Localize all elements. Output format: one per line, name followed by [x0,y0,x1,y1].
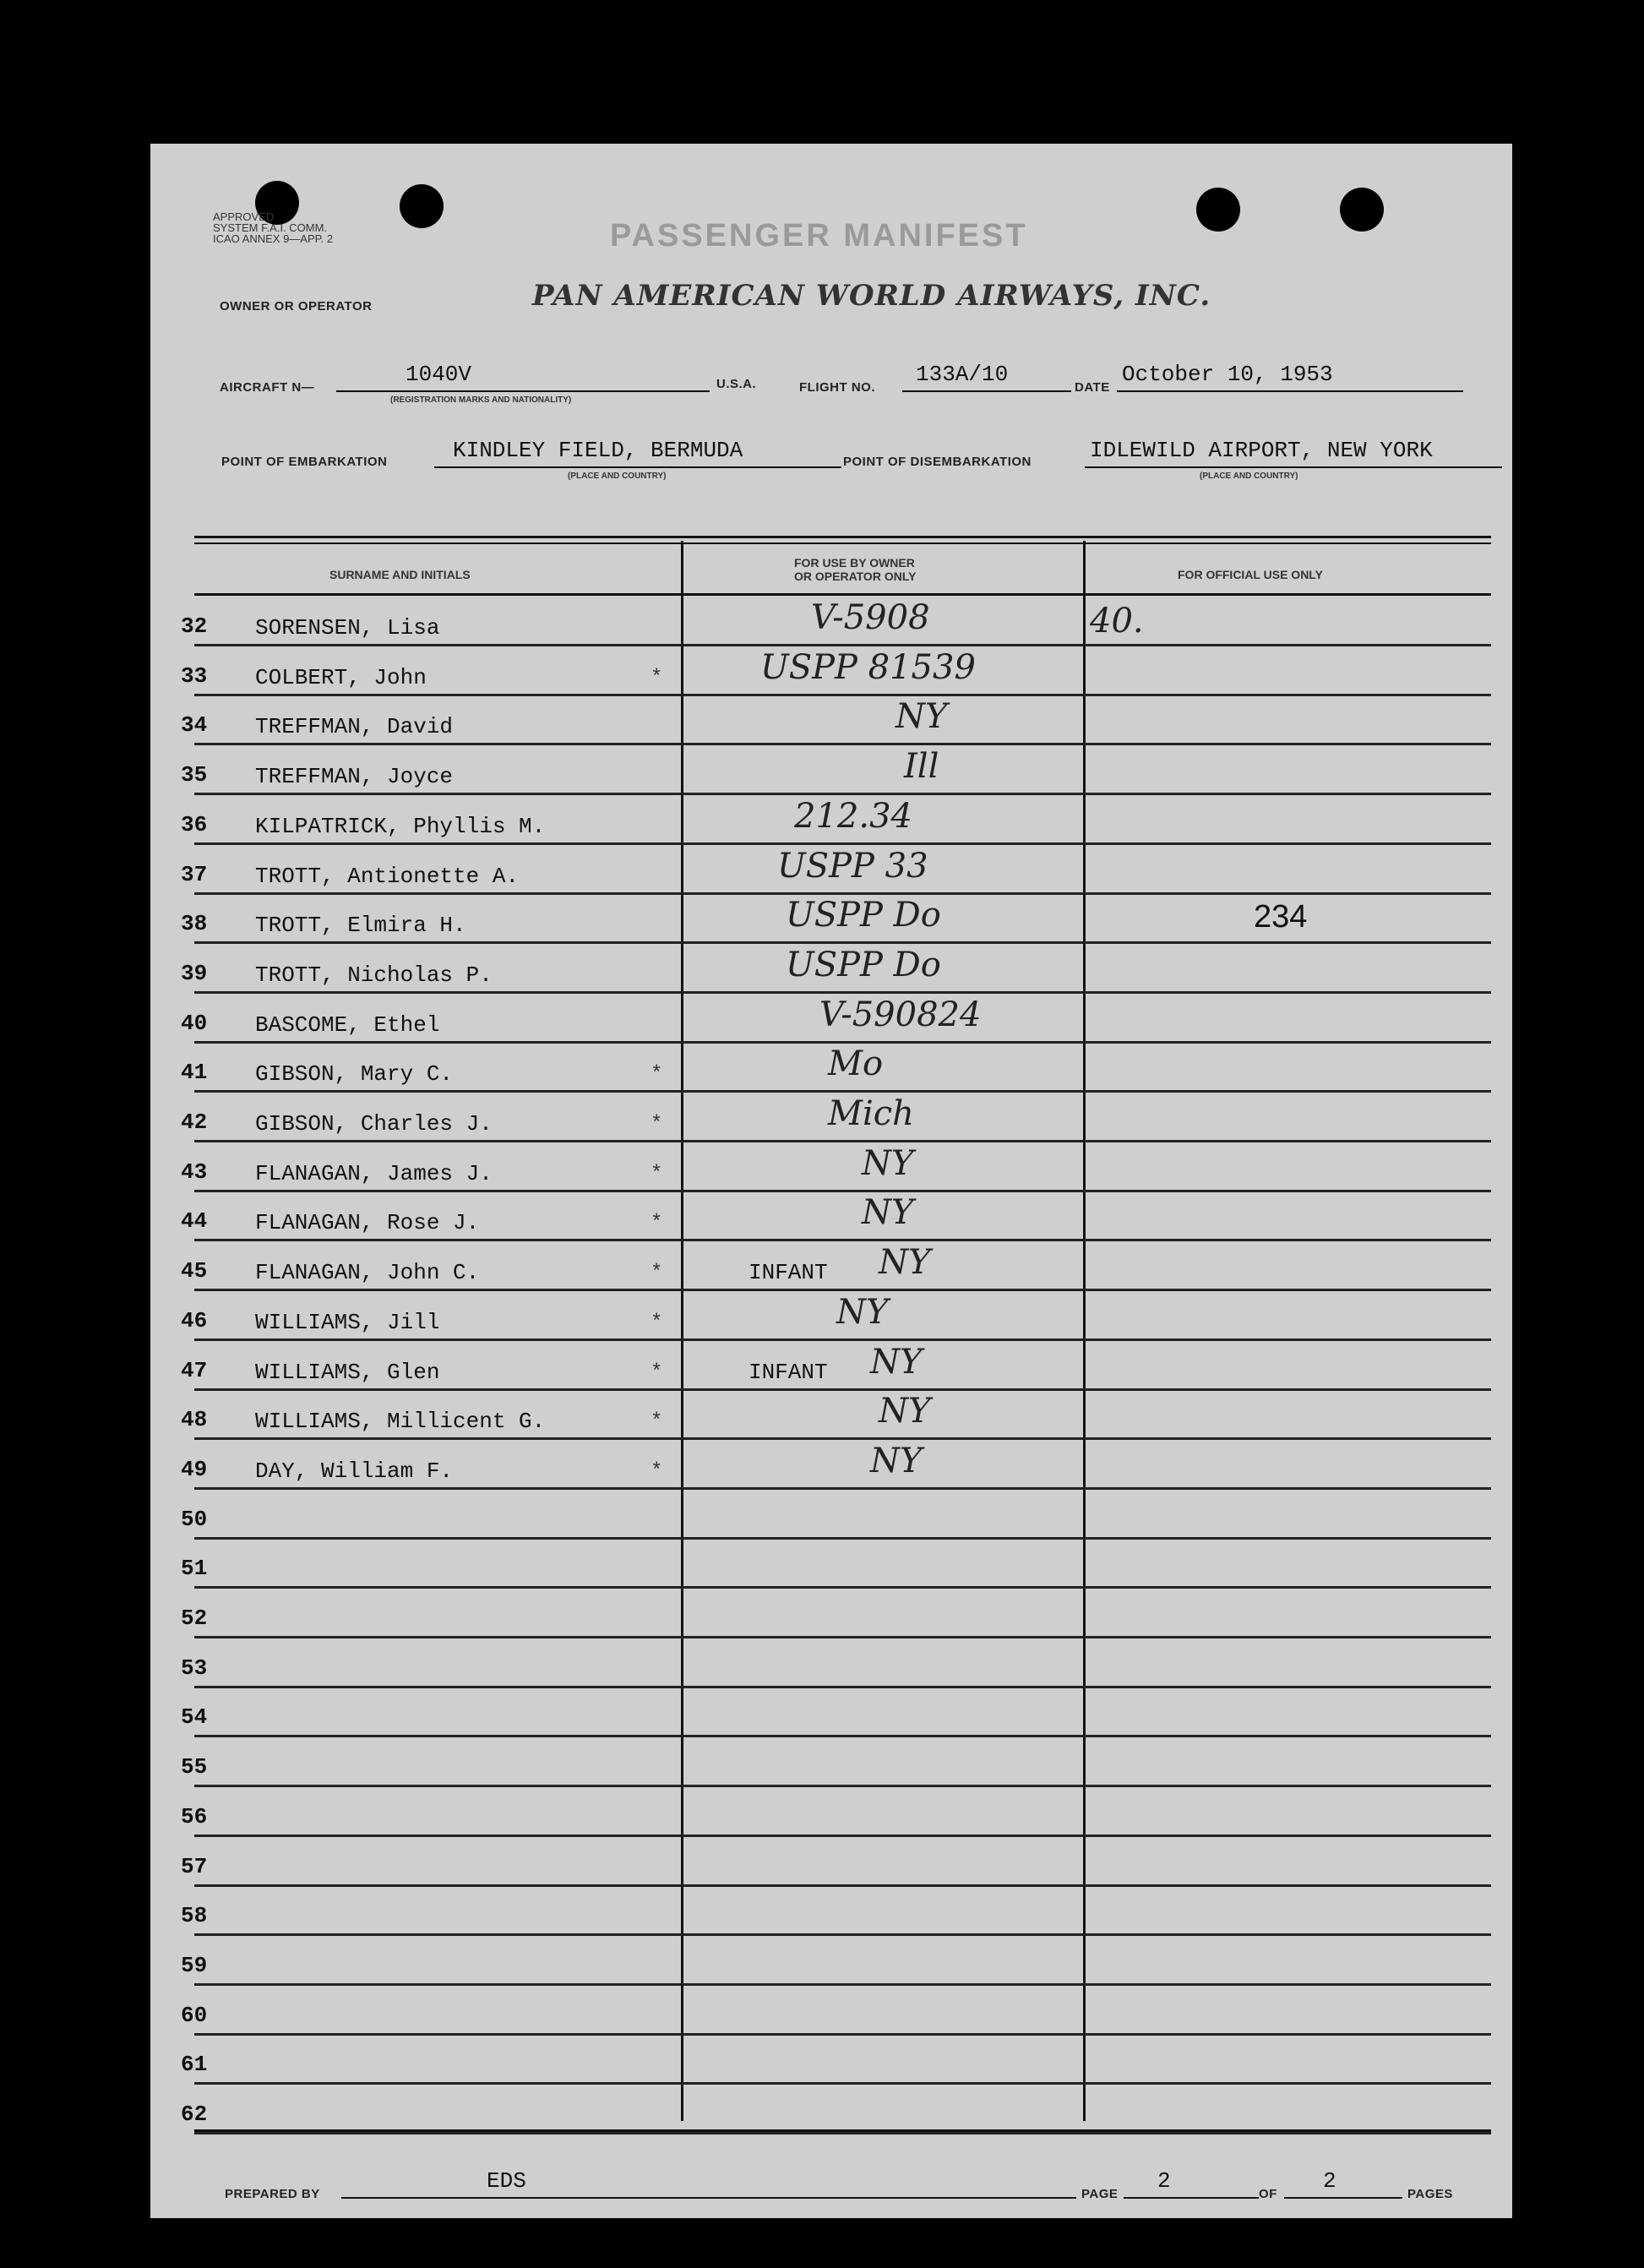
table-top-rule-2 [194,542,1491,544]
date-label: DATE [1075,380,1110,395]
embarkation-place-note: (PLACE AND COUNTRY) [568,472,667,481]
passenger-name: TROTT, Elmira H. [255,913,466,938]
pages-label: PAGES [1407,2187,1453,2201]
official-use-entry: 234 [1254,899,1308,935]
owner-use-entry: NY [870,1343,923,1382]
owner-use-entry: 212.34 [794,797,912,836]
passenger-mark: * [651,1311,663,1334]
row-rule [194,1537,1491,1540]
row-number: 38 [181,911,208,936]
row-number: 32 [181,613,208,639]
row-number: 60 [181,2003,208,2028]
passenger-name: FLANAGAN, John C. [255,1260,480,1285]
passenger-mark: * [651,1460,663,1483]
prepared-by-underline [341,2197,1076,2199]
owner-use-entry: USPP Do [786,946,941,984]
passenger-name: DAY, William F. [255,1458,454,1484]
passenger-name: FLANAGAN, James J. [255,1161,493,1186]
row-number: 53 [181,1655,208,1681]
of-label: OF [1259,2187,1277,2201]
passenger-name: TREFFMAN, Joyce [255,764,454,789]
document-title: PASSENGER MANIFEST [610,218,1028,254]
row-rule [194,743,1491,745]
row-rule [194,1586,1491,1589]
owner-label: OWNER OR OPERATOR [220,299,373,313]
owner-use-entry: Ill [904,747,939,786]
column-header-owner-use-2: OR OPERATOR ONLY [794,570,917,583]
approval-line-1: APPROVED [213,210,275,223]
owner-use-entry: NY [895,697,948,736]
approval-line-3: ICAO ANNEX 9—APP. 2 [213,232,334,245]
row-rule [194,1090,1491,1093]
row-rule [194,892,1491,895]
row-rule [194,1735,1491,1737]
table-header-rule [194,593,1491,596]
row-number: 46 [181,1308,208,1333]
date-value: October 10, 1953 [1122,362,1333,387]
of-value: 2 [1323,2168,1336,2194]
of-underline [1284,2197,1402,2199]
row-rule [194,1437,1491,1440]
passenger-mark: * [651,1163,663,1186]
row-number: 34 [181,712,208,738]
passenger-name: TROTT, Nicholas P. [255,962,493,988]
approval-line-2: SYSTEM F.A.I. COMM. [213,221,328,234]
row-rule [194,842,1491,845]
row-number: 59 [181,1953,208,1978]
row-number: 33 [181,663,208,689]
disembarkation-value: IDLEWILD AIRPORT, NEW YORK [1090,438,1433,463]
owner-use-entry: NY [879,1243,931,1282]
owner-use-entry: USPP 33 [777,847,928,886]
official-use-entry: 40. [1090,602,1144,641]
row-number: 51 [181,1556,208,1581]
row-rule [194,1487,1491,1490]
column-header-official: FOR OFFICIAL USE ONLY [1178,568,1323,581]
passenger-mark: * [651,1361,663,1384]
column-header-surname: SURNAME AND INITIALS [329,568,471,581]
page-label: PAGE [1081,2187,1119,2201]
row-rule [194,1338,1491,1341]
owner-use-entry: Mich [828,1094,914,1133]
passenger-mark: * [651,1113,663,1136]
owner-use-entry: V-5908 [811,598,930,637]
punch-hole-2 [400,184,444,228]
embarkation-underline [434,466,841,468]
column-header-owner-use-1: FOR USE BY OWNER [794,556,915,570]
row-number: 40 [181,1011,208,1036]
aircraft-underline [336,390,710,392]
passenger-name: KILPATRICK, Phyllis M. [255,814,546,839]
row-number: 57 [181,1854,208,1879]
disembarkation-place-note: (PLACE AND COUNTRY) [1200,472,1298,481]
passenger-name: WILLIAMS, Jill [255,1310,440,1335]
row-number: 36 [181,812,208,837]
passenger-name: COLBERT, John [255,665,427,690]
owner-use-entry: NY [862,1144,914,1183]
aircraft-label: AIRCRAFT N— [220,380,315,395]
row-number: 45 [181,1258,208,1284]
row-rule [194,1041,1491,1044]
passenger-name: GIBSON, Mary C. [255,1061,454,1087]
owner-use-entry: NY [879,1392,931,1431]
row-rule [194,1933,1491,1936]
prepared-by-label: PREPARED BY [225,2187,320,2201]
row-rule [194,2082,1491,2085]
row-rule [194,1636,1491,1638]
passenger-mark: * [651,1262,663,1284]
row-rule [194,2132,1491,2134]
row-rule [194,1686,1491,1688]
row-rule [194,694,1491,696]
passenger-name: WILLIAMS, Millicent G. [255,1409,546,1434]
row-number: 41 [181,1060,208,1085]
row-number: 39 [181,961,208,986]
disembarkation-label: POINT OF DISEMBARKATION [843,455,1032,469]
punch-hole-3 [1196,188,1240,232]
row-rule [194,1388,1491,1391]
row-rule [194,991,1491,994]
owner-use-entry: USPP Do [786,896,941,935]
passenger-name: GIBSON, Charles J. [255,1111,493,1137]
row-number: 52 [181,1606,208,1631]
infant-note: INFANT [749,1260,828,1285]
row-number: 42 [181,1109,208,1135]
row-number: 55 [181,1754,208,1780]
row-rule [194,644,1491,646]
owner-use-entry: NY [870,1442,923,1480]
passenger-mark: * [651,1212,663,1235]
date-underline [1117,390,1463,392]
embarkation-value: KINDLEY FIELD, BERMUDA [453,438,743,463]
row-rule [194,1884,1491,1887]
row-rule [194,1835,1491,1837]
row-number: 49 [181,1457,208,1482]
embarkation-label: POINT OF EMBARKATION [221,455,388,469]
row-rule [194,2033,1491,2036]
passenger-name: BASCOME, Ethel [255,1012,440,1038]
disembarkation-underline [1085,466,1502,468]
page-value: 2 [1157,2168,1171,2194]
registration-note: (REGISTRATION MARKS AND NATIONALITY) [390,395,572,405]
page-underline [1124,2197,1259,2199]
passenger-name: WILLIAMS, Glen [255,1360,440,1385]
owner-use-entry: NY [862,1193,914,1232]
row-rule [194,1983,1491,1986]
punch-hole-4 [1340,188,1384,232]
owner-use-entry: V-590824 [819,995,982,1034]
passenger-name: FLANAGAN, Rose J. [255,1210,480,1235]
row-rule [194,1140,1491,1142]
row-number: 44 [181,1208,208,1234]
owner-use-entry: Mo [828,1044,884,1083]
row-number: 61 [181,2052,208,2077]
owner-use-entry: NY [836,1293,889,1332]
row-rule [194,1190,1491,1192]
row-number: 48 [181,1407,208,1432]
flight-underline [902,390,1071,392]
owner-use-entry: USPP 81539 [760,648,976,687]
passenger-name: TROTT, Antionette A. [255,864,520,889]
row-number: 47 [181,1358,208,1383]
flight-label: FLIGHT NO. [799,380,875,395]
approval-note [213,211,333,244]
row-number: 56 [181,1804,208,1829]
passenger-mark: * [651,1410,663,1433]
infant-note: INFANT [749,1360,828,1385]
passenger-name: SORENSEN, Lisa [255,615,440,641]
row-number: 37 [181,862,208,887]
row-rule [194,1289,1491,1291]
operator-name: PAN AMERICAN WORLD AIRWAYS, INC. [532,279,1211,313]
aircraft-value: 1040V [406,362,472,387]
prepared-by-value: EDS [487,2168,526,2194]
row-number: 58 [181,1903,208,1928]
row-rule [194,793,1491,795]
passenger-mark: * [651,667,663,690]
row-number: 50 [181,1507,208,1532]
row-number: 43 [181,1159,208,1185]
row-rule [194,1785,1491,1787]
row-number: 62 [181,2102,208,2127]
row-number: 35 [181,762,208,788]
usa-label: U.S.A. [716,377,757,391]
row-number: 54 [181,1704,208,1730]
flight-value: 133A/10 [916,362,1009,387]
row-rule [194,941,1491,944]
row-rule [194,1239,1491,1241]
table-top-rule-1 [194,536,1491,538]
passenger-mark: * [651,1063,663,1086]
passenger-name: TREFFMAN, David [255,714,454,739]
table-bottom-rule [194,2129,1491,2132]
